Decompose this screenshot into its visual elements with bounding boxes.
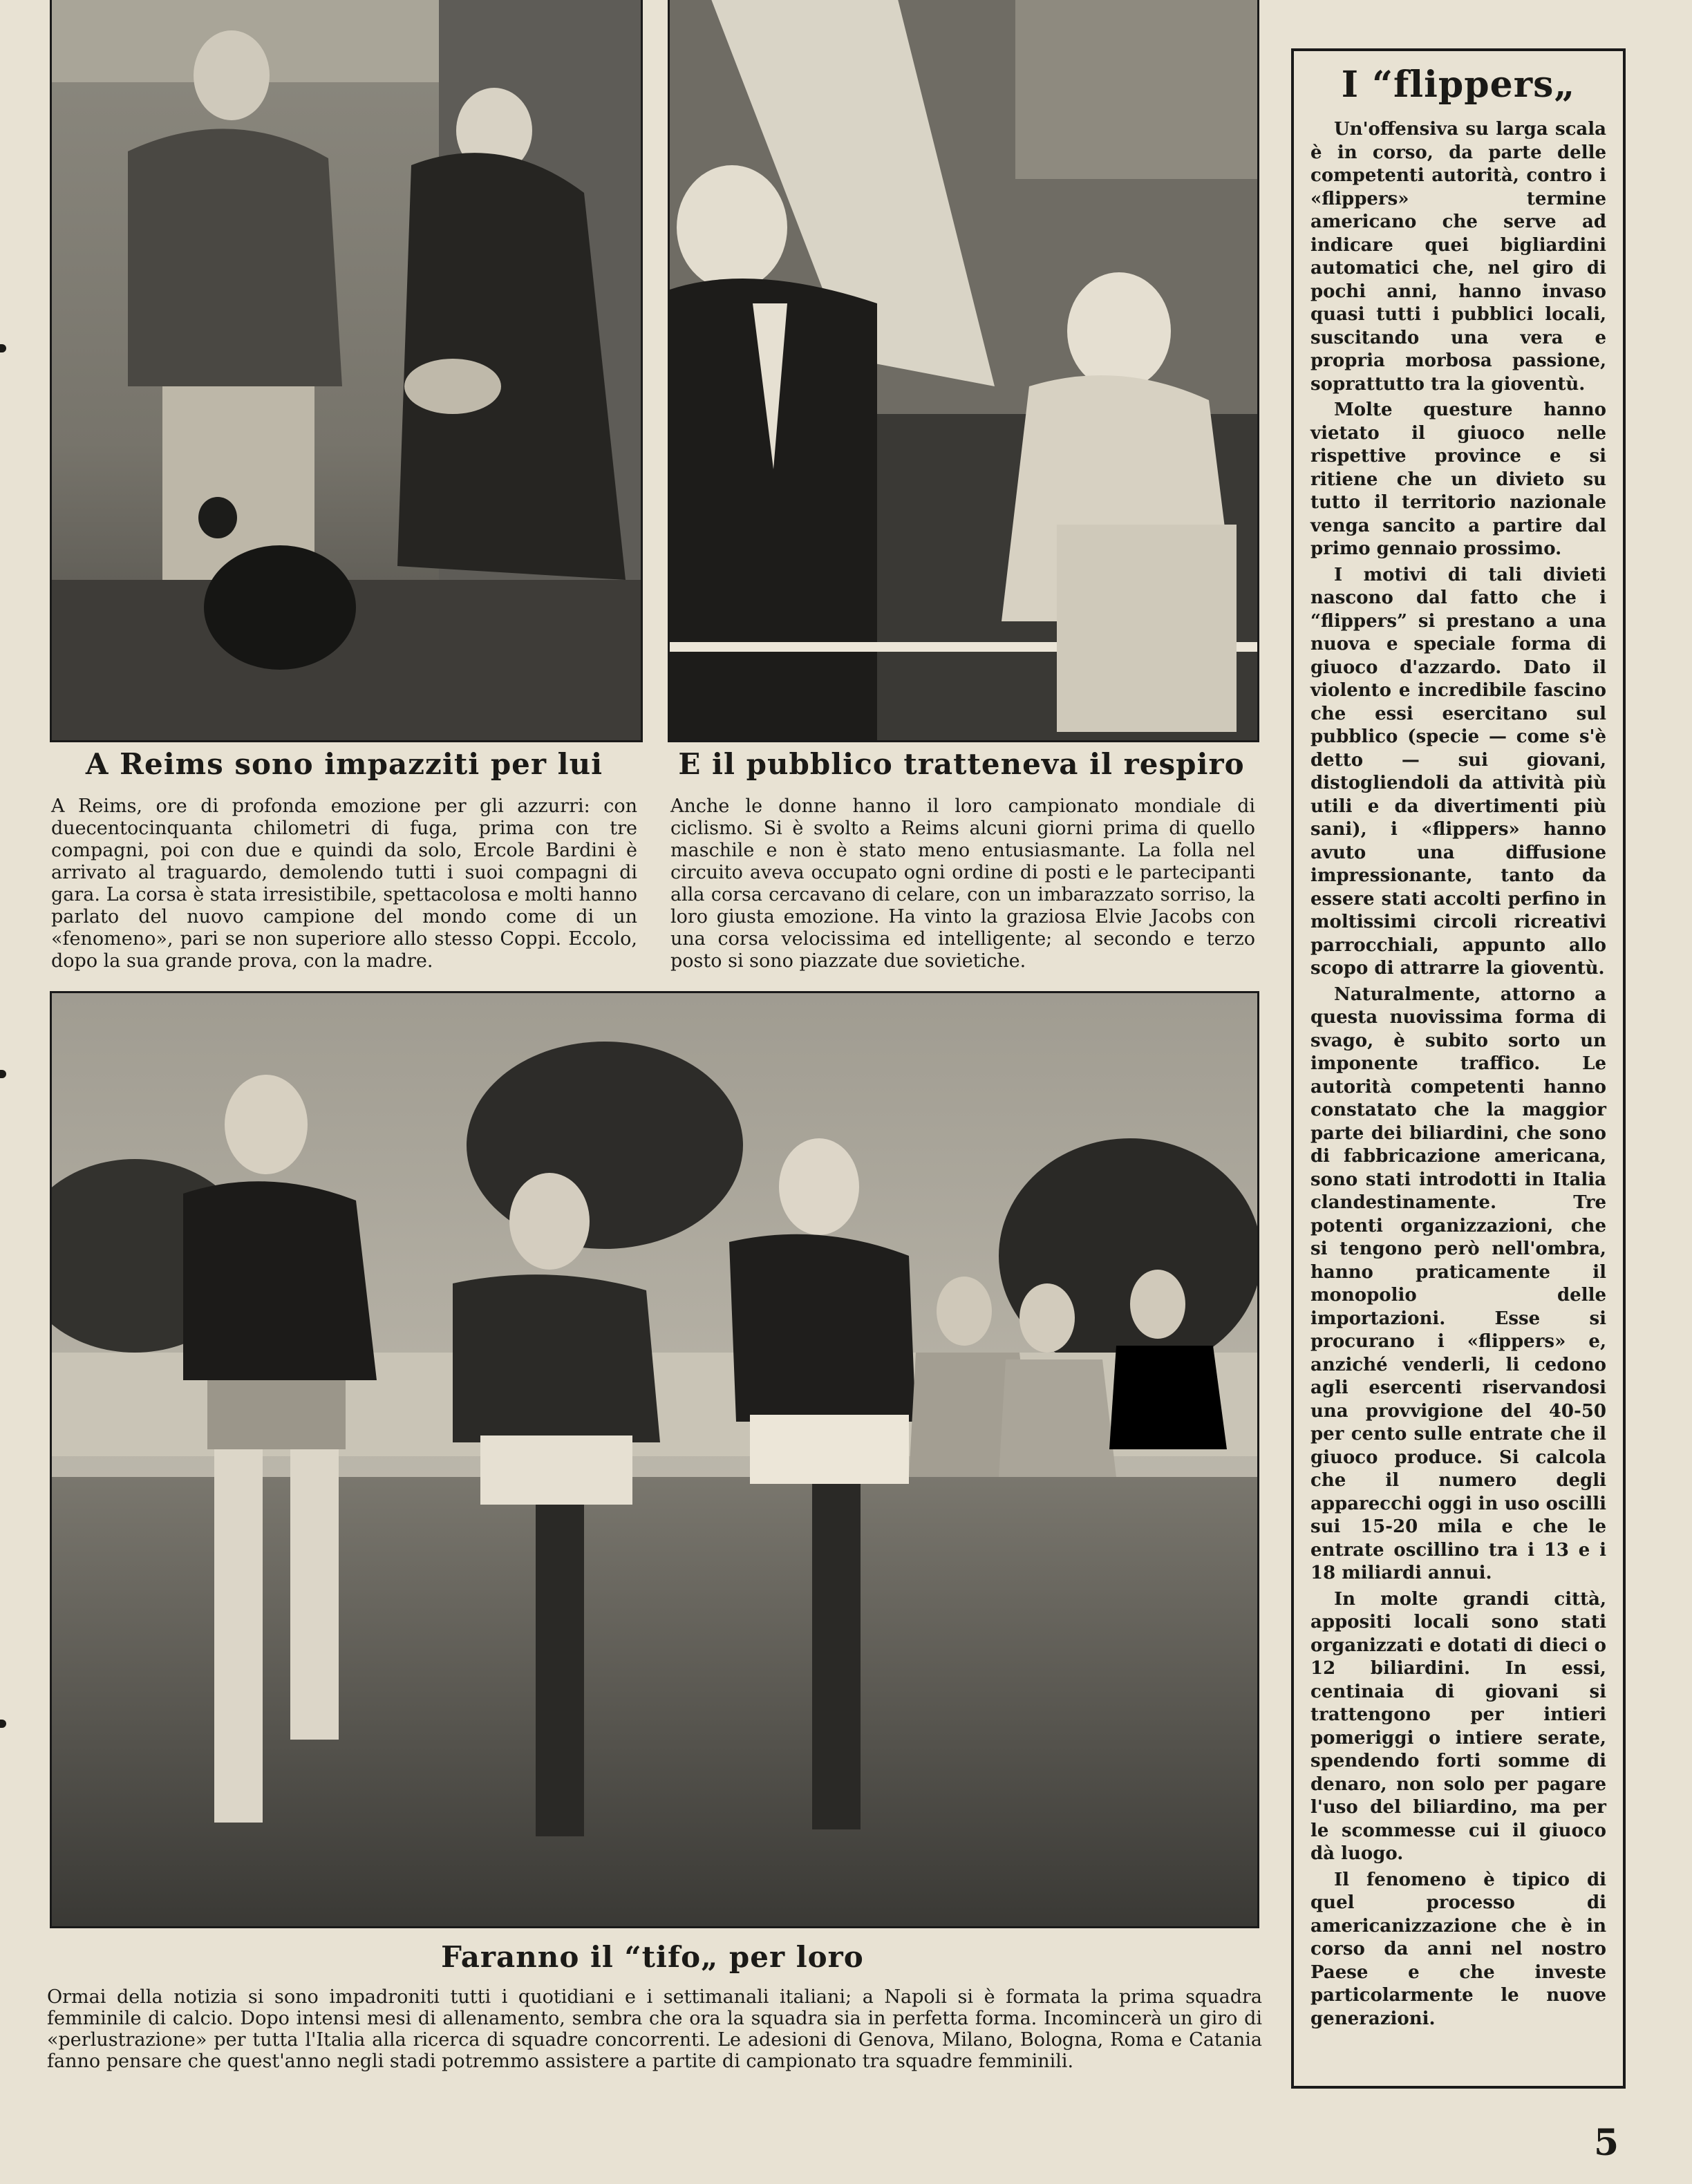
caption-body-reims: A Reims, ore di profonda emozione per gli azzurri: con duecentocinquanta chilometri di fuga, prima con tre compagni, poi con due e quindi da solo, Ercole Bardini è arrivato al traguardo, demolendo tutti i suoi compagni di gara. La corsa è stata irresistibile, spettacolosa e molti hanno parlato del nuovo campione del mondo come di un «fenomeno», pari se non superiore allo stesso Coppi. Eccolo, dopo la sua grande prova, con la madre. bbox=[51, 796, 637, 972]
punch-mark bbox=[0, 1720, 6, 1728]
punch-mark bbox=[0, 1070, 6, 1078]
caption-title-pubblico: E il pubblico tratteneva il respiro bbox=[678, 747, 1245, 781]
punch-mark bbox=[0, 344, 6, 352]
caption-title-reims: A Reims sono impazziti per lui bbox=[85, 747, 603, 781]
caption-title-tifo: Faranno il “tifo„ per loro bbox=[441, 1940, 864, 1974]
sidebar-paragraph: Molte questure hanno vietato il giuoco nelle rispettive province e si ritiene che un divieto su tutto il territorio nazionale venga sancito a partire dal primo gennaio prossimo. bbox=[1310, 399, 1606, 559]
sidebar-paragraph: Naturalmente, attorno a questa nuovissima forma di svago, è subito sorto un imponente traffico. Le autorità competenti hanno constatato che la maggior parte dei biliardini, che sono di fabbricazione americana, sono stati introdotti in Italia clandestinamente. Tre potenti organizzazioni, che si tengono però nell'ombra, hanno praticamente il monopolio delle importazioni. Esse si procurano i «flippers» e, anziché venderli, li cedono agli esercenti riservandosi una provvigione del 40-50 per cento sulle entrate che il giuoco produce. Si calcola che il numero degli apparecchi oggi in uso oscilli sui 15-20 mila e che le entrate oscillino tra i 13 e i 18 miliardi annui. bbox=[1310, 983, 1606, 1583]
sidebar-paragraph: Il fenomeno è tipico di quel processo di americanizzazione che è in corso da anni nel nostro Paese e che investe particolarmente le nuove generazioni. bbox=[1310, 1869, 1606, 2029]
photo-reims-crowd bbox=[668, 0, 1259, 742]
sidebar-paragraph: Un'offensiva su larga scala è in corso, da parte delle competenti autorità, contro i «flippers» termine americano che serve ad indicare quei bigliardini automatici che, nel giro di pochi anni, hanno invaso quasi tutti i pubblici locali, suscitando una vera e propria morbosa passione, soprattutto tra la gioventù. bbox=[1310, 119, 1606, 395]
photo-football-team bbox=[50, 991, 1259, 1928]
page-number: 5 bbox=[1594, 2122, 1619, 2164]
sidebar-paragraph: I motivi di tali divieti nascono dal fatto che i “flippers” si prestano a una nuova e speciale forma di giuoco d'azzardo. Dato il violento e incredibile fascino che essi esercitano sul pubblico (specie — come s'è detto — sui giovani, distogliendoli da attività più utili e da divertimenti più sani), i «flippers» hanno avuto una diffusione impressionante, tanto da essere stati accolti perfino in moltissimi circoli ricreativi parrocchiali, appunto allo scopo di attrarre la gioventù. bbox=[1310, 564, 1606, 979]
caption-body-tifo: Ormai della notizia si sono impadroniti tutti i quotidiani e i settimanali italiani; a Napoli si è formata la prima squadra femminile di calcio. Dopo intensi mesi di allenamento, sembra che ora la squadra sia in perfetta forma. Incomincerà un giro di «perlustrazione» per tutta l'Italia alla ricerca di squadre concorrenti. Le adesioni di Genova, Milano, Bologna, Roma e Catania fanno pensare che quest'anno negli stadi potremmo assistere a partite di campionato tra squadre femminili. bbox=[47, 1986, 1262, 2072]
photo-reims-mother bbox=[50, 0, 643, 742]
caption-body-pubblico: Anche le donne hanno il loro campionato mondiale di ciclismo. Si è svolto a Reims alcuni giorni prima di quello maschile e non è stato meno entusiasmante. La folla nel circuito aveva occupato ogni ordine di posti e le partecipanti alla corsa cercavano di celare, con un imbarazzato sorriso, la loro giusta emozione. Ha vinto la graziosa Elvie Jacobs con una corsa velocissima ed intelligente; al secondo e terzo posto si sono piazzate due sovietiche. bbox=[670, 796, 1255, 972]
sidebar-paragraph: In molte grandi città, appositi locali sono stati organizzati e dotati di dieci o 12 biliardini. In essi, centinaia di giovani si trattengono per intieri pomeriggi o intiere serate, spendendo forti somme di denaro, non solo per pagare l'uso del biliardino, ma per le scommesse cui il giuoco dà luogo. bbox=[1310, 1588, 1606, 1864]
sidebar-title: I “flippers„ bbox=[1341, 64, 1576, 106]
sidebar-article-flippers bbox=[1291, 48, 1626, 2089]
